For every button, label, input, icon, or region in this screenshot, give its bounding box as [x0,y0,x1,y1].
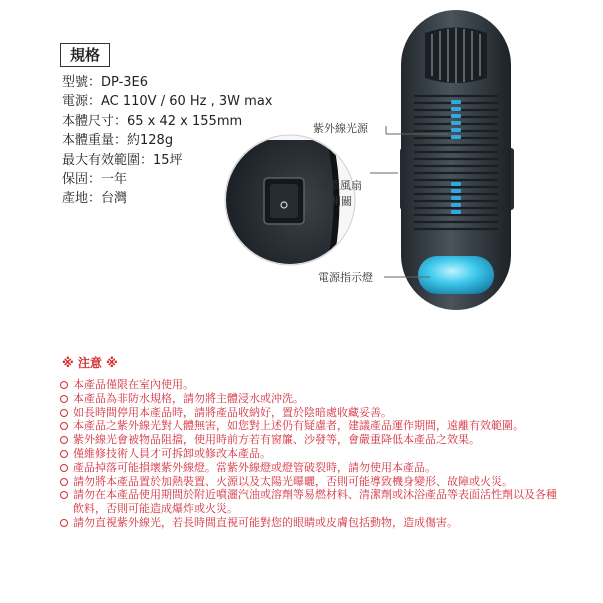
bullet-icon [60,409,68,417]
air-purifier-device [400,10,514,310]
bullet-icon [60,491,68,499]
spec-range: 最大有效範圍：15坪 [62,152,183,168]
note-item: 如長時間停用本產品時，請將產品收納好，置於陰暗處收藏妥善。 [60,406,560,420]
bullet-icon [60,422,68,430]
spec-model: 型號：DP-3E6 [62,75,149,90]
note-item: 請勿在本產品使用期間於附近噴灑汽油或溶劑等易燃材料、清潔劑或沐浴產品等表面活性劑以及各種飲料，否則可能造成爆炸或火災。 [60,488,560,516]
fan-switch-callout-line1: 循環風扇 [318,179,362,192]
top-vent-grille [425,28,487,84]
spec-origin: 產地：台灣 [62,191,128,207]
bullet-icon [60,478,68,486]
spec-title: 規格 [60,43,110,67]
bullet-icon [60,381,68,389]
note-item: 本產品為非防水規格，請勿將主體浸水或沖洗。 [60,392,560,406]
fan-switch-callout-line2: 開關 [330,195,352,208]
bullet-icon [60,519,68,527]
note-item: 產品掉落可能損壞紫外線燈。當紫外線燈或燈管破裂時，請勿使用本產品。 [60,461,560,475]
spec-weight: 本體重量：約128g [62,133,174,149]
spec-size: 本體尺寸：65 x 42 x 155mm [62,113,243,129]
uv-light-callout: 紫外線光源 [313,122,368,135]
note-item: 請勿將本產品置於加熱裝置、火源以及太陽光曝曬，否則可能導致機身變形、故障或火災。 [60,475,560,489]
power-indicator-callout: 電源指示燈 [318,271,373,284]
note-item: 本產品僅限在室內使用。 [60,378,560,392]
bullet-icon [60,395,68,403]
note-item: 僅維修技術人員才可拆卸或修改本產品。 [60,447,560,461]
note-item: 紫外線光會被物品阻擋，使用時前方若有窗簾、沙發等，會嚴重降低本產品之效果。 [60,433,560,447]
spec-power: 電源：AC 110V / 60 Hz , 3W max [62,94,273,110]
notes-title: ※ 注意 ※ [62,356,118,370]
spec-warranty: 保固：一年 [62,172,128,188]
bullet-icon [60,450,68,458]
bullet-icon [60,436,68,444]
note-item: 本產品之紫外線光對人體無害，如您對上述仍有疑慮者，建議產品運作期間，遠離有效範圍。 [60,419,560,433]
power-indicator-light [418,256,494,294]
notes-list [60,378,560,530]
note-item: 請勿直視紫外線光，若長時間直視可能對您的眼睛或皮膚包括動物，造成傷害。 [60,516,560,530]
bullet-icon [60,464,68,472]
